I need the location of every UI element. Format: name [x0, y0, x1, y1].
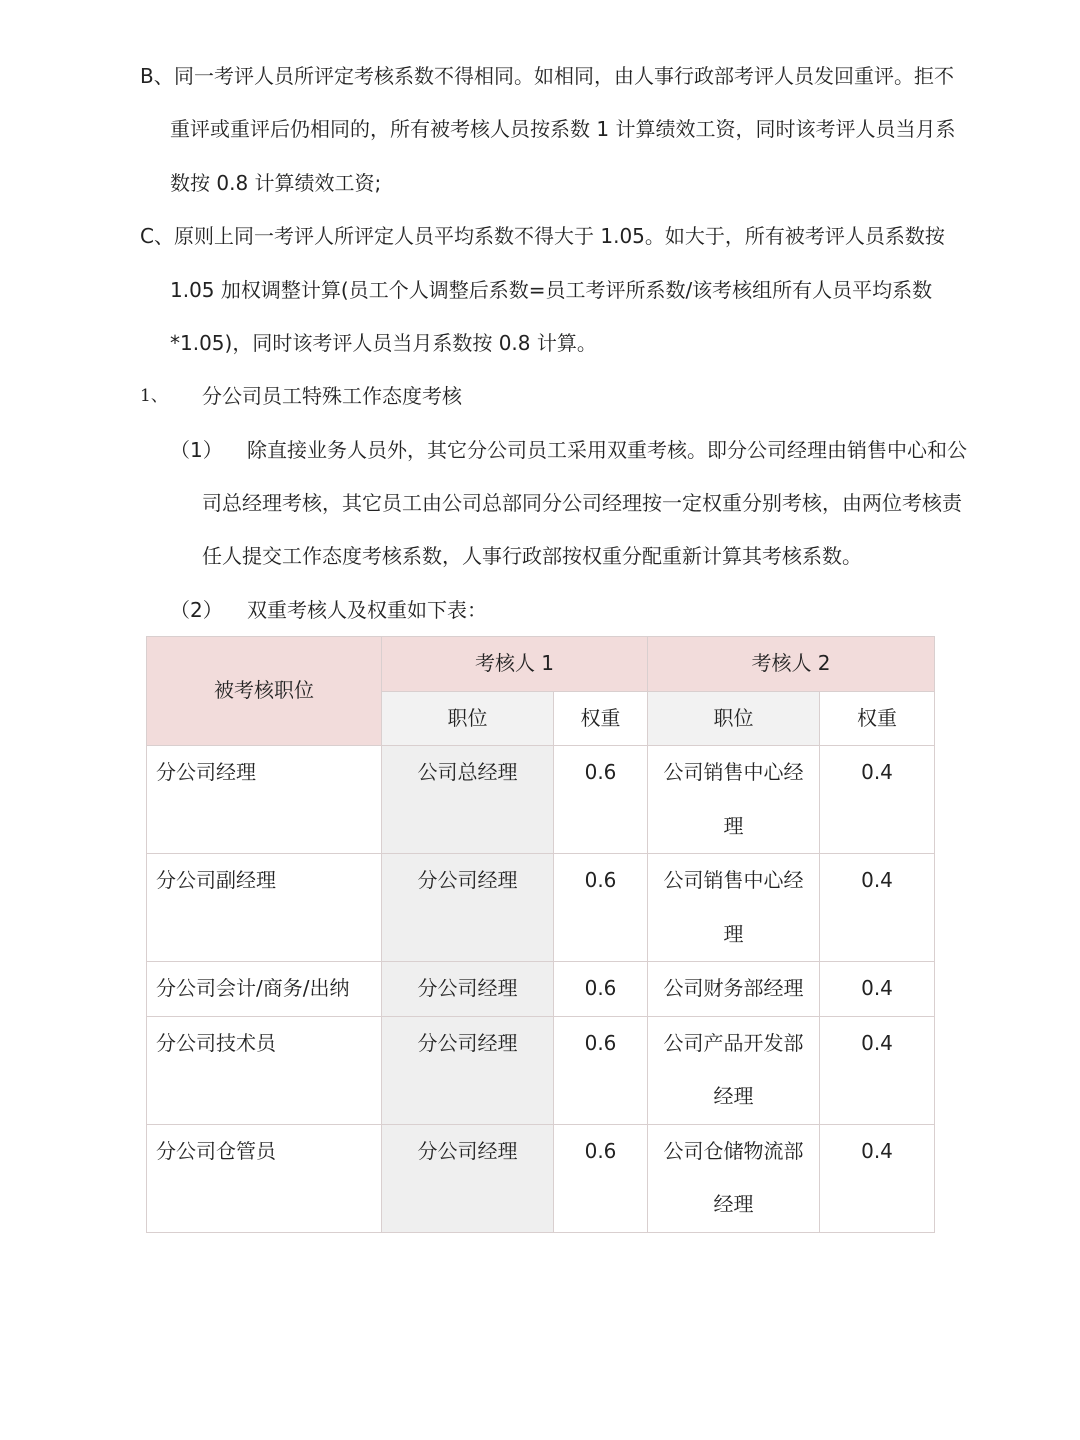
table-row: [147, 746, 935, 854]
paragraph-c-line-1: 原则上同一考评人所评定人员平均系数不得大于 1.05。如大于，所有被考评人员系数按: [174, 224, 945, 248]
cell-reviewer-2: [648, 1124, 820, 1232]
cell-reviewer-1: 公司总经理: [382, 746, 554, 854]
table-header-row-1: [147, 637, 935, 692]
paragraph-c-marker: C、: [140, 224, 174, 248]
cell-reviewer-2: [648, 746, 820, 854]
cell-weight-2: 0.4: [820, 1016, 935, 1124]
table-row: [147, 1124, 935, 1232]
cell-weight-2: 0.4: [820, 746, 935, 854]
cell-weight-2: 0.4: [820, 962, 935, 1017]
header-reviewer-1-weight: 权重: [554, 691, 648, 746]
cell-reviewer-2-text: 公司销售中心经理: [663, 868, 804, 946]
weights-table: [146, 636, 935, 1233]
cell-reviewer-1: 分公司经理: [382, 1124, 554, 1232]
cell-position: 分公司仓管员: [147, 1124, 382, 1232]
cell-weight-1: 0.6: [554, 854, 648, 962]
cell-weight-1: 0.6: [554, 1124, 648, 1232]
item-1-marker: （1）: [170, 438, 223, 462]
item-1-line-1: 除直接业务人员外，其它分公司员工采用双重考核。即分公司经理由销售中心和公: [247, 438, 967, 462]
cell-weight-1: 0.6: [554, 962, 648, 1017]
cell-position: 分公司会计/商务/出纳: [147, 962, 382, 1017]
item-1-line-3: 任人提交工作态度考核系数，人事行政部按权重分配重新计算其考核系数。: [202, 544, 862, 568]
paragraph-b-line-1: 同一考评人员所评定考核系数不得相同。如相同，由人事行政部考评人员发回重评。拒不: [174, 64, 954, 88]
cell-weight-2: 0.4: [820, 854, 935, 962]
cell-reviewer-1: 分公司经理: [382, 962, 554, 1017]
cell-reviewer-2-text: 公司财务部经理: [663, 976, 804, 1000]
cell-reviewer-2: [648, 962, 820, 1017]
cell-reviewer-2-text: 公司产品开发部经理: [663, 1030, 804, 1108]
cell-position: 分公司经理: [147, 746, 382, 854]
paragraph-c-line-3: *1.05)，同时该考评人员当月系数按 0.8 计算。: [170, 331, 597, 355]
paragraph-b-line-3: 数按 0.8 计算绩效工资;: [170, 171, 382, 195]
cell-weight-1: 0.6: [554, 746, 648, 854]
table-row: [147, 962, 935, 1017]
header-reviewer-1: 考核人 1: [382, 637, 648, 692]
cell-reviewer-2: [648, 854, 820, 962]
item-1-line-2: 司总经理考核，其它员工由公司总部同分公司经理按一定权重分别考核，由两位考核责: [202, 491, 962, 515]
paragraph-c-line-2: 1.05 加权调整计算(员工个人调整后系数=员工考评所系数/该考核组所有人员平均系数: [170, 278, 933, 302]
paragraph-b-line-2: 重评或重评后仍相同的，所有被考核人员按系数 1 计算绩效工资，同时该考评人员当月系: [170, 117, 956, 141]
cell-reviewer-2-text: 公司销售中心经理: [663, 760, 804, 838]
cell-weight-1: 0.6: [554, 1016, 648, 1124]
table-row: [147, 854, 935, 962]
cell-position: 分公司副经理: [147, 854, 382, 962]
cell-reviewer-1: 分公司经理: [382, 854, 554, 962]
cell-reviewer-1: 分公司经理: [382, 1016, 554, 1124]
header-reviewer-2-weight: 权重: [820, 691, 935, 746]
section-1-title: 分公司员工特殊工作态度考核: [202, 384, 462, 408]
cell-reviewer-2: [648, 1016, 820, 1124]
item-2-text: 双重考核人及权重如下表：: [247, 598, 487, 622]
paragraph-b-marker: B、: [140, 64, 174, 88]
header-position: 被考核职位: [147, 637, 382, 746]
header-reviewer-2: 考核人 2: [648, 637, 935, 692]
cell-weight-2: 0.4: [820, 1124, 935, 1232]
cell-reviewer-2-text: 公司仓储物流部经理: [663, 1138, 804, 1216]
cell-position: 分公司技术员: [147, 1016, 382, 1124]
header-reviewer-2-role: 职位: [648, 691, 820, 746]
header-reviewer-1-role: 职位: [382, 691, 554, 746]
section-1-marker: 1、: [140, 386, 168, 406]
table-row: [147, 1016, 935, 1124]
item-2-marker: （2）: [170, 598, 223, 622]
